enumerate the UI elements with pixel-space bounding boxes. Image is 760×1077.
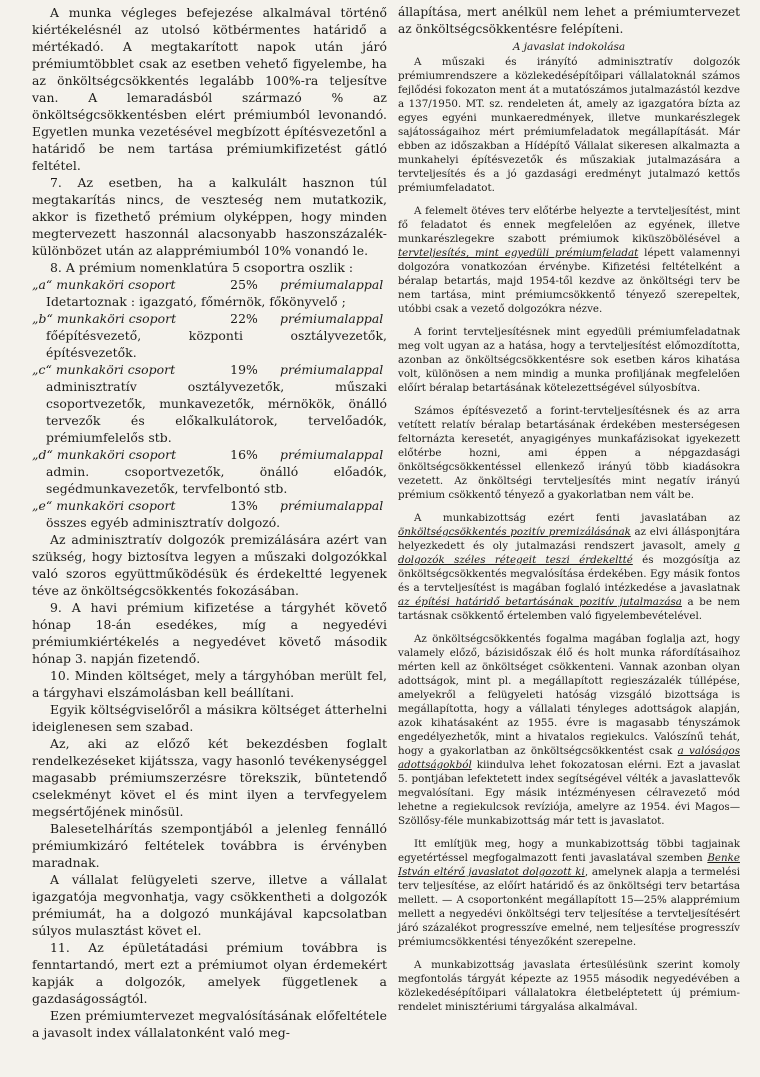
category-percent: 13% (230, 498, 258, 513)
paragraph: Az, aki az előző két bekezdésben foglalt rendelkezéseket kijátssza, vagy hasonló tevékenységgel magasabb prémiumszerzésre törekszik, büntetendő cselekményt követ el és mint ilyen a tervfegyelem megsértőjének minősül. (32, 736, 387, 819)
category-label: prémiumalappal (280, 311, 384, 326)
paragraph-11: 11. Az épületátadási prémium továbbra is fenntartandó, mert ezt a prémiumot olyan érdemekért kapják a dolgozók, amelyek függetlenek a gazdaságosságtól. (32, 940, 387, 1006)
category-label: prémiumalappal (280, 498, 384, 513)
paragraph: A műszaki és irányító adminisztratív dolgozók prémiumrendszere a közlekedésépítőipari vállalatoknál számos fejlődési fokozaton ment át a mutatószámos jutalmazástól kezdve a 137/1950. MT. sz. rendeleten át, amely az igazgatóra bízta az egyes egyéni munkaeredmények, illetve munkarészlegek sajátosságaihoz mért prémiumfeladatok megállapítását. Már ebben az időszakban a Hídépítő Vállalat sikeresen alkalmazta a munkahelyi építésvezetők és műszakiak jutalmazására a tervteljesítés és a jó gazdasági eredményt jutalmazó kettős prémiumfeladatot. (398, 56, 740, 194)
category-label: prémiumalappal (280, 447, 384, 462)
category-d (32, 446, 387, 497)
category-percent: 16% (230, 447, 258, 462)
section-title: A javaslat indokolása (512, 41, 626, 53)
category-description: összes egyéb adminisztratív dolgozó. (46, 515, 281, 530)
category-a (32, 276, 387, 310)
category-description: admin. csoportvezetők, önálló előadók, segédmunkavezetők, tervfelbontó stb. (46, 464, 387, 496)
category-percent: 25% (230, 277, 258, 292)
category-description: Idetartoznak : igazgató, főmérnök, főkönyvelő ; (46, 294, 346, 309)
category-label: prémiumalappal (280, 362, 384, 377)
category-description: főépítésvezető, központi osztályvezetők, építésvezetők. (46, 328, 387, 360)
paragraph: A vállalat felügyeleti szerve, illetve a vállalat igazgatója megvonhatja, vagy csökkentheti a dolgozók prémiumát, ha a dolgozó munkájával kapcsolatban súlyos mulasztást követ el. (32, 872, 387, 938)
paragraph: állapítása, mert anélkül nem lehet a prémiumtervezet az önköltségcsökkentésre felépíteni. (398, 5, 740, 36)
paragraph-9: 9. A havi prémium kifizetése a tárgyhét követő hónap 18-án esedékes, míg a negyedévi prémiumkiértékelés a negyedévet követő második hónap 3. napján fizetendő. (32, 600, 387, 666)
category-letter: „a“ munkaköri csoport (32, 277, 176, 292)
category-label: prémiumalappal (280, 277, 384, 292)
paragraph-10: 10. Minden költséget, mely a tárgyhóban merült fel, a tárgyhavi elszámolásban kell beállítani. (32, 668, 387, 700)
emphasis: a valóságos adottságokból (398, 745, 740, 771)
paragraph-admin: Az adminisztratív dolgozók premizálására azért van szükség, hogy biztosítva legyen a műszaki dolgozókkal való szoros együttműködésük és érdekeltté legyenek téve az önköltségcsökkentés fokozásában. (32, 532, 387, 598)
left-column (32, 4, 387, 1041)
emphasis: az építési határidő betartásának pozitív jutalmazása (398, 596, 682, 608)
category-letter: „b“ munkaköri csoport (32, 311, 177, 326)
paragraph: A munkabizottság ezért fenti javaslatában az önköltségcsökkentés pozitív premizálásának az elvi állásponjtára helyezkedett és oly jutalmazási rendszert javasolt, amely a dolgozók széles rétegeit teszi érdekeltté és mozgósítja az önköltségcsökkentés megvalósítása érdekében. Egy másik fontos és a tervteljesítést is magában foglaló intézkedése a javaslatnak az építési határidő betartásának pozitív jutalmazása a be nem tartásnak csökkentő értelemben való figyelembevételével. (398, 512, 741, 622)
category-e (32, 497, 387, 531)
category-description: adminisztratív osztályvezetők, műszaki csoportvezetők, munkavezetők, mérnökök, önálló tervezők és előkalkulátorok, tervelőadók, prémiumfelelős stb. (46, 379, 387, 445)
category-c (32, 361, 387, 446)
paragraph: A forint tervteljesítésnek mint egyedüli prémiumfeladatnak meg volt ugyan az a hatása, hogy a tervteljesítést előmozdította, azonban az önköltségcsökkentésre sok esetben káros kihatása volt, különösen a nem mindig a munka profiljának megfelelően előírt béralap betartásának kötelezettségével súlyosbítva. (398, 326, 740, 394)
category-letter: „d“ munkaköri csoport (32, 447, 177, 462)
category-letter: „e“ munkaköri csoport (32, 498, 176, 513)
paragraph: Az önköltségcsökkentés fogalma magában foglalja azt, hogy valamely előző, bázisidőszak élő és holt munka ráfordításaihoz mérten kell az önköltséget csökkenteni. Vannak azonban olyan adottságok, mint pl. a megállapított regieszázalék túllépése, amelyekről a felügyeleti hatóság vizsgáló bizottsága is megállapította, hogy a vállalati tényleges adottságok alapján, azok kihatásaként az 1955. évre is magasabb tényszámok engedélyezhetők, mint a hivatalos regiekulcs. Valószínű tehát, hogy a gyakorlatban az önköltségcsökkentést csak a valóságos adottságokból kiindulva lehet fokozatosan elérni. Ezt a javaslat 5. pontjában lefektetett index segítségével vélték a javaslattevők megvalósítani. Egy másik intézményesen célravezető mód lehetne a regiekulcsok revíziója, amelyre az 1954. évi Magos—Szöllősy-féle munkabizottság már tett is javaslatot. (398, 633, 740, 827)
paragraph-7: 7. Az esetben, ha a kalkulált hasznon túl megtakarítás nincs, de veszteség nem mutatkozik, akkor is fizethető prémium olyképpen, hogy minden megtervezett haszonnál alacsonyabb haszonszázalék-különbözet után az alapprémiumból 10% vonandó le. (32, 175, 387, 258)
emphasis: önköltségcsökkentés pozitív premizálásának (398, 526, 631, 538)
paragraph: Itt említjük meg, hogy a munkabizottság többi tagjainak egyetértéssel megfogalmazott fenti javaslatával szemben Benke István eltérő javaslatot dolgozott ki, amelynek alapja a termelési terv teljesítése, az előírt határidő és az önköltségi terv betartása mellett. — A csoportonként megállapított 15—25% alapprémium mellett a negyedévi önköltségi terv teljesítése a tervteljesítésért járó százalékot progresszíve emelné, nem teljesítése progresszív prémiumcsökkentési tényezőként szerepelne. (398, 838, 740, 948)
paragraph: Ezen prémiumtervezet megvalósításának előfeltétele a javasolt index vállalatonként való meg- (32, 1008, 387, 1040)
emphasis: a dolgozók széles rétegeit teszi érdekeltté (398, 540, 740, 566)
paragraph: Balesetelhárítás szempontjából a jelenleg fennálló prémiumkizáró feltételek továbbra is érvényben maradnak. (32, 821, 387, 870)
category-percent: 19% (230, 362, 258, 377)
paragraph: Számos építésvezető a forint-tervteljesítésnek és az arra vetített relatív béralap betartásának érdekében mesterségesen feltornázta keresetét, anyagigényes munkafázisokat igyekezett előtérbe hozni, ami éppen a népgazdasági önköltségcsökkentéssel ellenkező irányú több kiadásokra vezetett. Az önköltségi tervteljesítés mint negatív irányú prémium csökkentő tényező a gyakorlatban nem vált be. (398, 405, 740, 501)
emphasis: Benke István eltérő javaslatot dolgozott ki (398, 852, 740, 878)
paragraph: A felemelt ötéves terv előtérbe helyezte a tervteljesítést, mint fő feladatot és ennek megfelelően az egyének, illetve munkarészlegekre szabott prémiumok kiküszöbölésével a tervteljesítés, mint egyedüli prémiumfeladat lépett valamennyi dolgozóra vonatkozóan érvénybe. Kifizetési feltételként a béralap betartás, majd 1954-től kezdve az önköltségi terv be nem tartása, mint prémiumcsökkentő tényező szerepeltek, utóbbi csak a vezető dolgozókra nézve. (398, 205, 741, 315)
paragraph: A munkabizottság javaslata értesülésünk szerint komoly megfontolás tárgyát képezte az 1955 második negyedévében a közlekedésépítőipari vállalatokra életbeléptetett új prémium-rendelet minisztériumi tárgyalása alkalmával. (398, 959, 740, 1013)
paragraph: Egyik költségviselőről a másikra költséget átterhelni ideiglenesen sem szabad. (32, 702, 387, 734)
paragraph-8: 8. A prémium nomenklatúra 5 csoportra oszlik : (50, 260, 354, 275)
category-letter: „c“ munkaköri csoport (32, 362, 176, 377)
category-percent: 22% (230, 311, 258, 326)
emphasis: tervteljesítés, mint egyedüli prémiumfeladat (398, 247, 639, 259)
right-column (398, 4, 740, 1014)
category-b (32, 310, 387, 361)
paragraph: A munka végleges befejezése alkalmával történő kiértékelésnél az utolsó kötbérmentes határidő a mértékadó. A megtakarított napok után járó prémiumtöbblet csak az esetben vehető figyelembe, ha az önköltségcsökkentés legalább 100%-ra teljesítve van. A lemaradásból származó % az önköltségcsökkentésben elért prémiumból levonandó. Egyetlen munka vezetésével megbízott építésvezetőnl a határidő be nem tartása prémiumkifizetést gátló feltétel. (32, 5, 387, 173)
